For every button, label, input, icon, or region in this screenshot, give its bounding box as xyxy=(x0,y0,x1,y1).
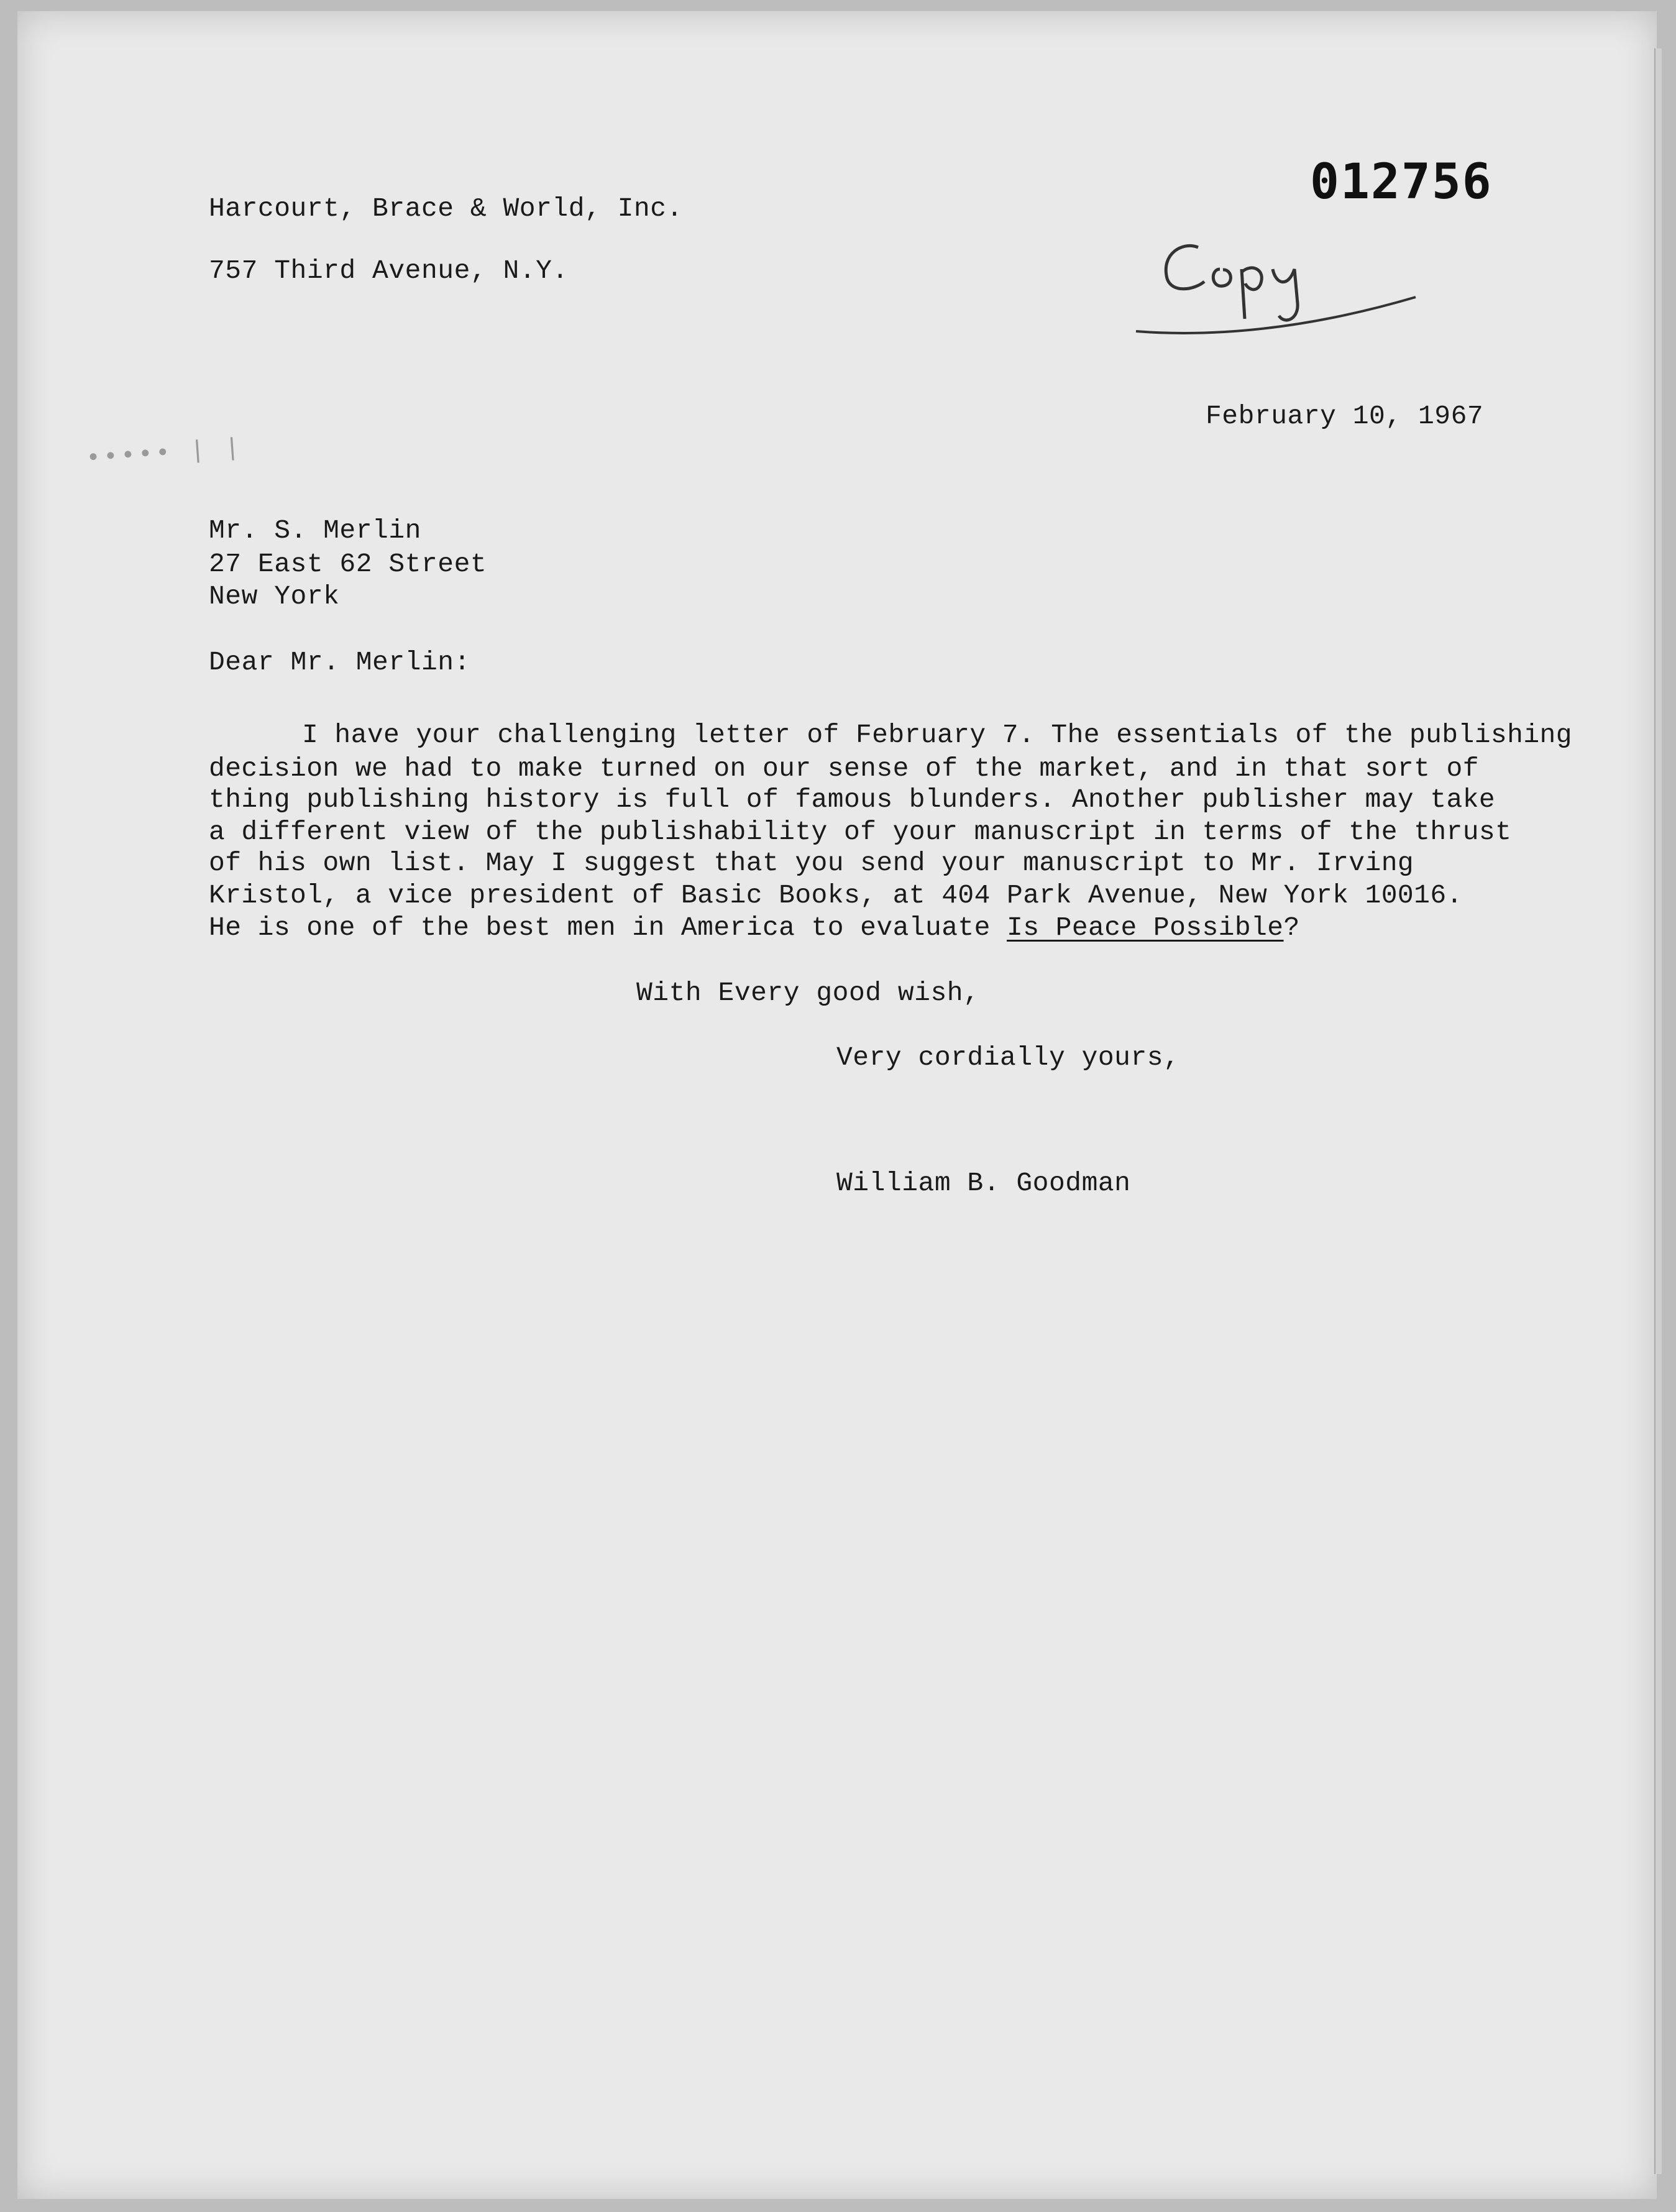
body-line-6: Kristol, a vice president of Basic Books, at 404 Park Avenue, New York 10016. xyxy=(209,880,1463,911)
letter-date: February 10, 1967 xyxy=(1206,401,1484,431)
body-line-1: I have your challenging letter of February 7. The essentials of the publishing xyxy=(302,720,1572,750)
closing-wish: With Every good wish, xyxy=(636,978,980,1008)
document-number: 012756 xyxy=(1310,154,1493,210)
body-line-5: of his own list. May I suggest that you send your manuscript to Mr. Irving xyxy=(209,848,1414,878)
body-line-3: thing publishing history is full of famous blunders. Another publisher may take xyxy=(209,784,1496,815)
recipient-street: 27 East 62 Street xyxy=(209,549,487,579)
body-line-2: decision we had to make turned on our sense of the market, and in that sort of xyxy=(209,753,1479,784)
letterhead-company: Harcourt, Brace & World, Inc. xyxy=(209,193,683,224)
body-line-7-suffix: ? xyxy=(1283,912,1300,943)
recipient-city: New York xyxy=(209,581,340,612)
closing-valediction: Very cordially yours, xyxy=(836,1042,1180,1073)
recipient-name: Mr. S. Merlin xyxy=(209,515,421,546)
body-line-7-text: He is one of the best men in America to evaluate xyxy=(209,912,991,943)
letterhead-address: 757 Third Avenue, N.Y. xyxy=(209,255,569,286)
letter-page xyxy=(17,11,1657,2199)
book-title: Is Peace Possible xyxy=(1007,912,1284,943)
body-line-4: a different view of the publishability of your manuscript in terms of the thrust xyxy=(209,817,1512,847)
copy-handwritten-mark xyxy=(1124,210,1422,353)
ghost-stamp: ••••• | | xyxy=(85,434,244,474)
signature-name: William B. Goodman xyxy=(836,1168,1131,1198)
salutation: Dear Mr. Merlin: xyxy=(209,647,470,677)
body-line-7 xyxy=(209,912,1300,943)
